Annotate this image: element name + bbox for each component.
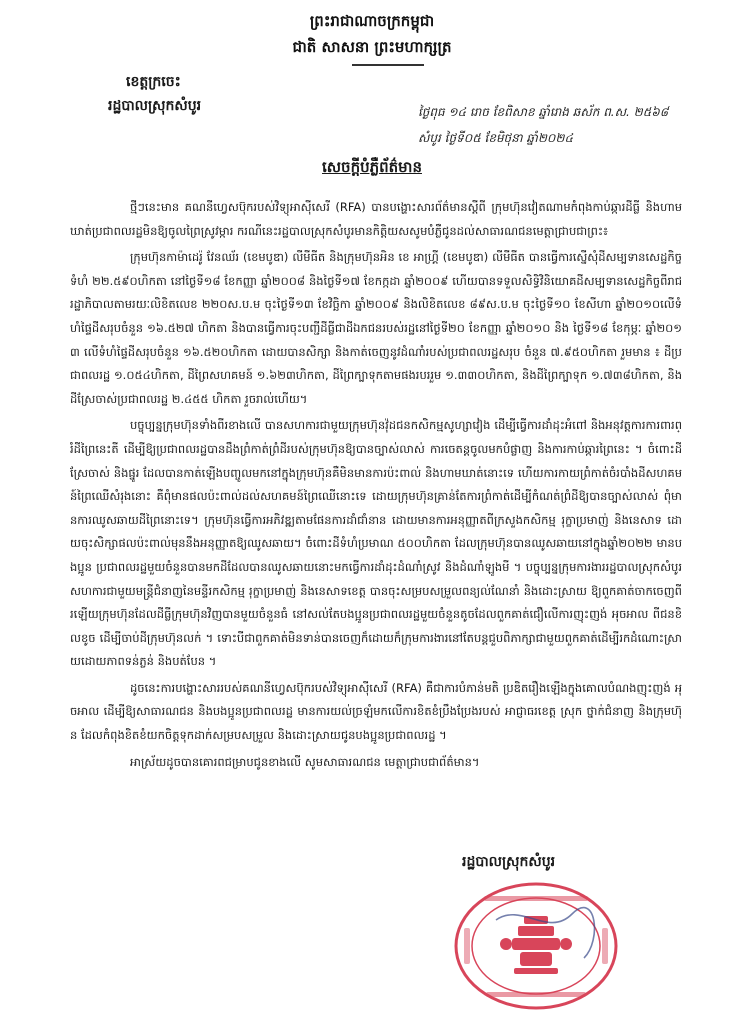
paragraph-closing: អាស្រ័យដូចបានគោរពជម្រាបជូនខាងលើ សូមសាធារណជន មេត្តាជ្រាបជាព័ត៌មាន។ xyxy=(130,754,480,769)
paragraph-current-status: បច្ចុប្បន្នក្រុមហ៊ុនទាំងពីរខាងលើ បានសហការជាមួយក្រុមហ៊ុនវ៉ុដជនកសិកម្មសូហ្សាវៀង ដើម្បីធ្វើការដាំដុះអំពៅ និងអនុវត្តការការពារព្រំដីព្រៃនេះតី ដើម្បីឱ្យប្រជាពលរដ្ឋបានដឹងព្រំកាត់ព្រំដីរបស់ក្រុមហ៊ុនឱ្យបានច្បាស់លាស់ ការចេតន្តចូលមកបំផ្លាញ និងការកាប់ឆ្ការព្រៃនេះ ។ ចំពោះដីស្រែចាស់ និងផ្នូរ ដែលបានកាត់ឡើងបញ្ចូលមកនៅក្នុងក្រុមហ៊ុនគឺមិនមានការប៉ះពាល់ និងហាមឃាត់នោះទេ ហើយការកាយព្រំកាត់ចំរបាំងដីសហគមន៍ព្រៃឈើសំរុងនោះ គឺពុំមានផលប៉ះពាល់ដល់សហគមន៍ព្រៃឈើនោះទេ ដោយក្រុមហ៊ុនគ្រាន់តែការព្រំកាត់ដើម្បីកំណត់ព្រំដីឱ្យបានច្បាស់លាស់ ពុំមានការឈូសឆាយដីព្រៃនោះទេ។ ក្រុមហ៊ុនធ្វើការអភិវឌ្ឍតាមផែនការដាំជាំនាន ដោយមានការអនុញ្ញាតពីក្រសួងកសិកម្ម រុក្ខាប្រមាញ់ និងនេសាទ ដោយចុះសិក្សាផលប៉ះពាល់មុននឹងអនុញ្ញាតឱ្យឈូសឆាយ។ ចំពោះដីទំហំប្រមាណ ៥០០ហិកតា ដែលក្រុមហ៊ុនបានឈូសឆាយនៅក្នុងឆ្នាំ២០២២ មានបងប្អូន ប្រជាពលរដ្ឋមួយចំនួនបានមកដីដែលបានឈូសឆាយនោះមកធ្វើការដាំដុះដំណាំស្រូវ និងដំណាំឡូងមី ។ បច្ចុប្បន្នក្រុមការងាររដ្ឋបាលស្រុកសំបូរ សហការជាមួយមន្ត្រីជំនាញនៃមន្ទីរកសិកម្ម រុក្ខាប្រមាញ់ និងនេសាទខេត្ត បានចុះសម្របសម្រួលពន្យល់ណែនាំ និងដោះស្រាយ ឱ្យពួកគាត់ចាកចេញពីរឡើយក្រុមហ៊ុនដែលដីធ្លីក្រុមហ៊ុនវិញបានមួយចំនួនធំ នៅសល់តែបងប្អូនប្រជាពលរដ្ឋមួយចំនួនតូចដែលពួកគាត់ជឿលើការញុះញង់ អុចអាល ពីជនខិលខូច ដើម្បីចាប់ដីក្រុមហ៊ុនលក់ ។ ទោះបីជាពួកគាត់មិនទាន់បានចេញក៏ដោយក៏ក្រុមការងារនៅតែបន្តជួបពិភាក្សាជាមួយពួកគាត់ដើម្បីរកដំណោះស្រាយដោយភាពទន់ភ្លន់ និងបត់បែន ។ xyxy=(70,418,682,669)
official-seal-icon xyxy=(452,880,620,1012)
paragraph-intro: ថ្មីៗនេះមាន គណនីហ្វេសប៊ុករបស់វិទ្យុអាស៊ីសេរី (RFA) បានបង្ហោះសារព័ត៌មានស្តីពី ក្រុមហ៊ុនវៀតណាមកំពុងកាប់ឆ្ការដីធ្លី និងហាមឃាត់ប្រជាពលរដ្ឋមិនឱ្យចូលព្រៃស្រូវម្ការ ករណីនេះរដ្ឋបាលស្រុកសំបូរមានកិត្តិយសសូមបំភ្លឺជូនដល់សាធារណជនមេត្តាជ្រាបជាព្រះ៖ xyxy=(70,200,682,238)
national-motto: ជាតិ សាសនា ព្រះមហាក្សត្រ xyxy=(292,38,452,56)
solar-date: សំបូរ ថ្ងៃទី០៥ ខែមិថុនា ឆ្នាំ២០២៤ xyxy=(418,131,573,145)
paragraph-concession: ក្រុមហ៊ុនកាម៉ាដេរ៉ូ វែនឈ័រ (ខេមបូឌា) លីមីធីត និងក្រុមហ៊ុនអិន ខេ អាហ្គ្រី (ខេមបូឌា) លីមីធីត បានធ្វើការស្នើសុំដីសម្បទានសេដ្ឋកិច្ចទំហំ ២២.៥៩០ហិកតា នៅថ្ងៃទី១៨ ខែកញ្ញា ឆ្នាំ២០០៨ និងថ្ងៃទី១៧ ខែកក្កដា ឆ្នាំ២០០៩ ហើយបានទទួលសិទ្ធិវិនិយោគដីសម្បទានសេដ្ឋកិច្ចពីរាជរដ្ឋាភិបាលតាមរយៈលិខិតលេខ ២២០ស.ប.ម ចុះថ្ងៃទី១៣ ខែវិច្ឆិកា ឆ្នាំ២០០៩ និងលិខិតលេខ ៨៩ស.ប.ម ចុះថ្ងៃទី១០ ខែសីហា ឆ្នាំ២០១០លើទំហំផ្ទៃដីសរុបចំនួន ១៦.៥២៧ ហិកតា និងបានធ្វើការចុះបញ្ជីដីធ្លីជាដីឯកជនរបស់រដ្ឋនៅថ្ងៃទី២០ ខែកញ្ញា ឆ្នាំ២០១០ និង ថ្ងៃទី១៨ ខែកុម្ភៈ ឆ្នាំ២០១៣ លើទំហំផ្ទៃដីសរុបចំនួន ១៦.៥២០ហិកតា ដោយបានសិក្សា និងកាត់ចេញនូវដំណាំរបស់ប្រជាពលរដ្ឋសរុប ចំនួន ៧.៩៥០ហិកតា រួមមាន ៖ ដីប្រជាពលរដ្ឋ ១.០៥៤ហិកតា, ដីព្រៃសហគមន៍ ១.៦២៣ហិកតា, ដីព្រៃក្បាទុកតាមផងរបររួម ១.៣៣០ហិកតា, និងដីព្រៃក្បាទុក ១.៧៣៨ហិកតា, និងដីស្រែចាស់ប្រជាពលរដ្ឋ ២.៤៥៥ ហិកតា រួចរាល់ហើយ។ xyxy=(70,250,682,406)
seal-emblem xyxy=(500,916,572,974)
paragraph-conclusion: ដូចនេះការបង្ហោះសាររបស់គណនីហ្វេសប៊ុករបស់វិទ្យុអាស៊ីសេរី (RFA) គឺជាការបំភាន់មតិ ប្រឌិតរឿងឡើងក្នុងគោលបំណងញុះញង់ អុចអាល ដើម្បីឱ្យសាធារណជន និងបងប្អូនប្រជាពលរដ្ឋ មានការយល់ច្រឡំមកលើការខិតខំប្រឹងប្រែងរបស់ អាជ្ញាធរខេត្ត ស្រុក ថ្នាក់ជំនាញ និងក្រុមហ៊ុន ដែលកំពុងខិតខំយកចិត្តទុកដាក់សម្របសម្រួល និងដោះស្រាយជូនបងប្អូនប្រជាពលរដ្ឋ ។ xyxy=(70,680,682,743)
lunar-date: ថ្ងៃពុធ ១៤ រោច ខែពិសាខ ឆ្នាំរោង ឆស័ក ព.ស. ២៥៦៨ xyxy=(418,105,669,119)
kingdom-heading: ព្រះរាជាណាចក្រកម្ពុជា xyxy=(309,12,435,30)
document-body xyxy=(70,196,682,774)
signature-office: រដ្ឋបាលស្រុកសំបូរ xyxy=(462,854,556,870)
document-title: សេចក្តីបំភ្លឺព័ត៌មាន xyxy=(322,158,422,176)
issuing-office: រដ្ឋបាលស្រុកសំបូរ xyxy=(108,98,202,114)
province-name: ខេត្តក្រចេះ xyxy=(126,74,181,90)
motto-divider xyxy=(352,64,424,66)
